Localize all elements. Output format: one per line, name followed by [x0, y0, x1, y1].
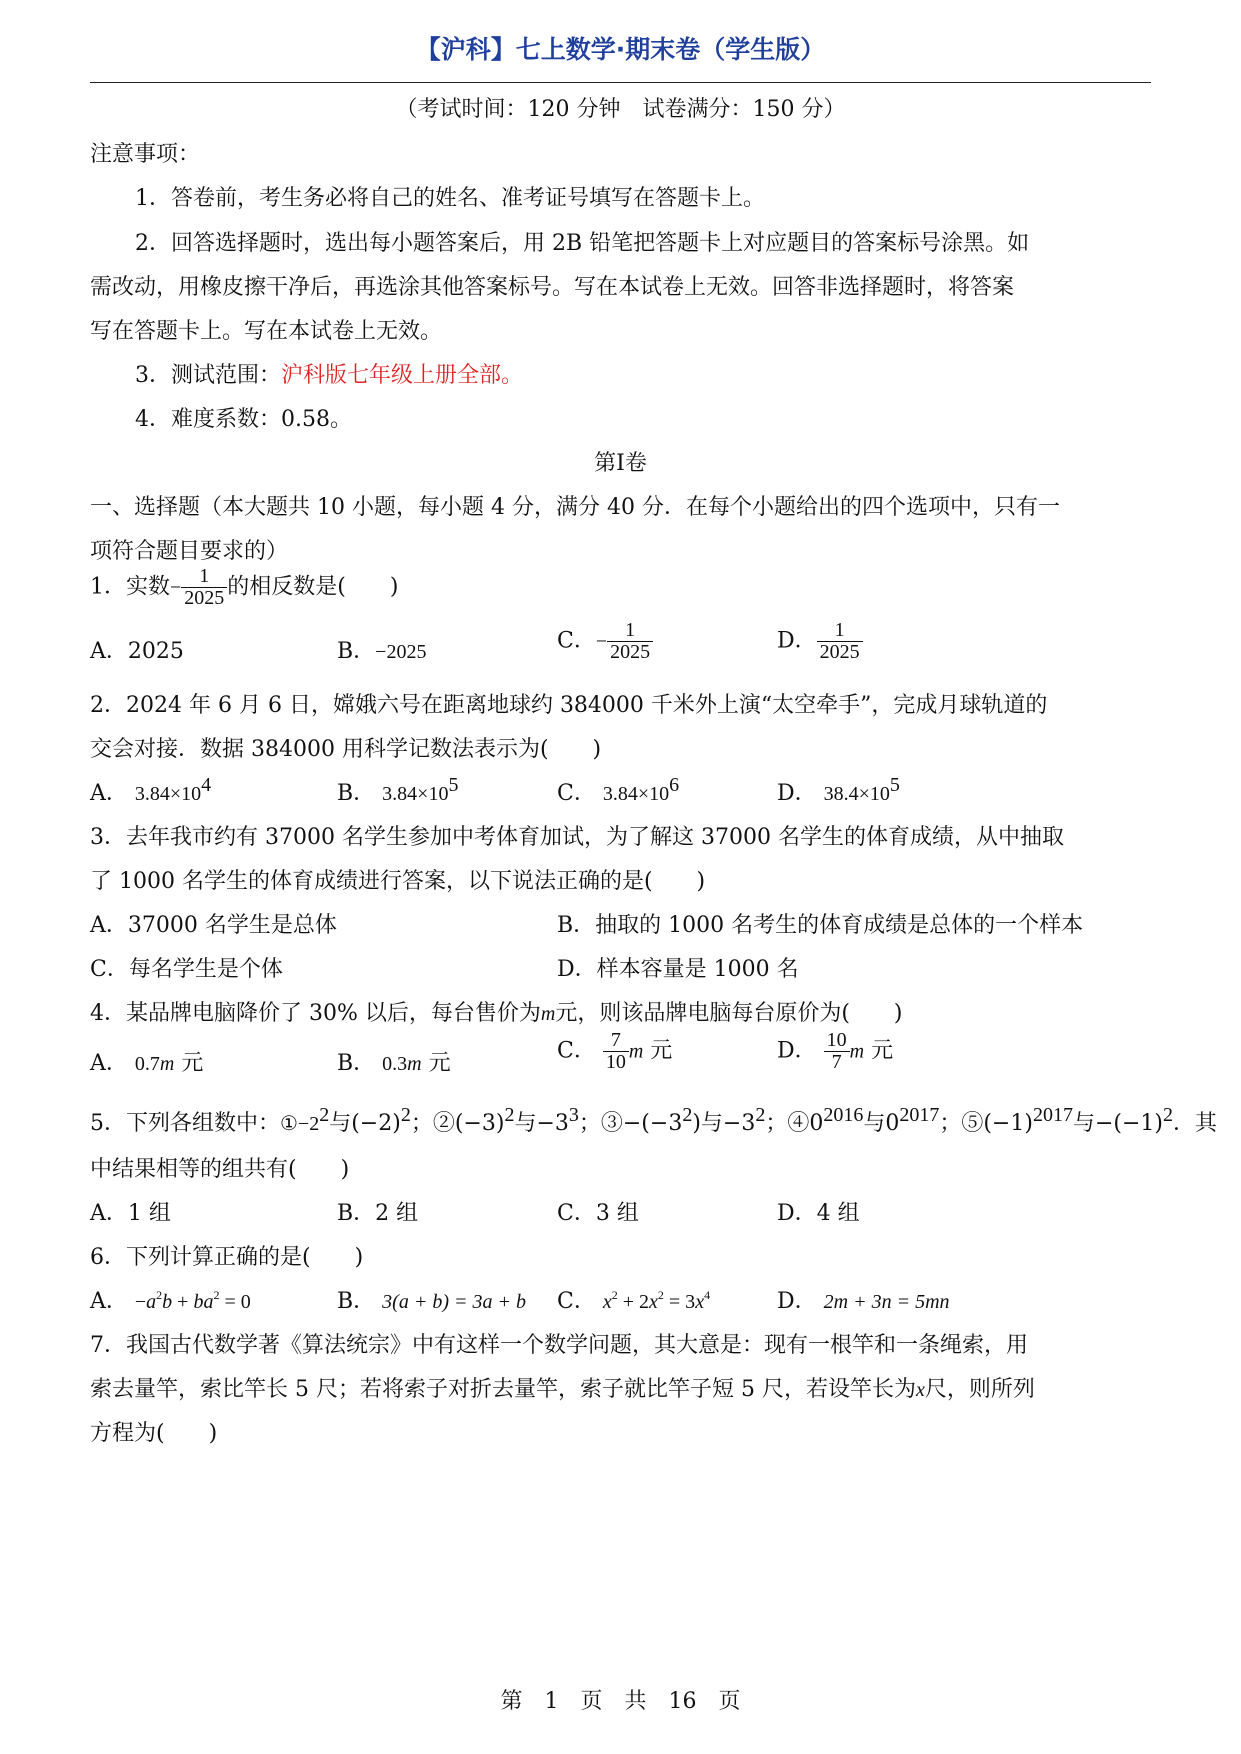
question-5-option-d: D．4 组 — [777, 1201, 860, 1226]
question-3-option-a: A．37000 名学生是总体 — [90, 913, 337, 938]
notice-title: 注意事项： — [90, 142, 201, 167]
question-6-option-a: A． $-a^2b + ba^2 = 0$ — [90, 1288, 251, 1314]
question-1-stem: 1．实数− $\frac{1}{2025}$ 的相反数是( ) — [90, 565, 399, 609]
header-divider — [90, 82, 1151, 83]
question-4-option-d: D． $\frac{10}{7}$ m 元 — [777, 1029, 894, 1073]
document-header-title: 【沪科】七上数学·期末卷（学生版） — [415, 35, 826, 64]
question-5-line-2: 中结果相等的组共有( ) — [90, 1157, 350, 1182]
exam-info: （考试时间：120 分钟 试卷满分：150 分） — [395, 97, 846, 122]
volume-title: 第Ⅰ卷 — [594, 451, 647, 476]
question-6-option-b: B． 3(a + b) = 3a + b — [337, 1289, 526, 1314]
notice-item-2-line-3: 写在答题卡上。写在本试卷上无效。 — [90, 319, 443, 344]
question-3-option-b: B．抽取的 1000 名考生的体育成绩是总体的一个样本 — [557, 913, 1084, 938]
question-4-option-b: B． 0.3m 元 — [337, 1051, 451, 1076]
question-6-stem: 6．下列计算正确的是( ) — [90, 1245, 364, 1270]
notice-item-3-label: 3．测试范围： — [135, 363, 281, 388]
question-2-option-b: B． $3.84\times 10^5$ — [337, 774, 459, 806]
question-6-option-d: D． 2m + 3n = 5mn — [777, 1289, 950, 1314]
question-1-option-a: A．2025 — [90, 639, 184, 664]
question-7-line-1: 7．我国古代数学著《算法统宗》中有这样一个数学问题，其大意是：现有一根竿和一条绳索，用 — [90, 1333, 1029, 1358]
question-5-line-1: 5．下列各组数中：$①-2^2$与$(-2)^2$；$②(-3)^2$与$-3^3$；$③-(-3^2)$与$-3^2$；$④0^{2016}$与$0^{2017}$；$⑤(-1)^{2017}$与$-(-1)^2$．其 — [90, 1104, 1217, 1136]
question-2-option-d: D． $38.4\times 10^5$ — [777, 774, 900, 806]
test-scope: 沪科版七年级上册全部。 — [281, 363, 524, 388]
question-1-option-c: C．− $\frac{1}{2025}$ — [557, 620, 653, 663]
question-6-option-c: C． $x^2 + 2x^2 = 3x^4$ — [557, 1288, 711, 1314]
question-2-option-a: A． $3.84\times 10^4$ — [90, 774, 212, 806]
question-1-option-d: D． $\frac{1}{2025}$ — [777, 620, 863, 663]
question-2-line-1: 2．2024 年 6 月 6 日，嫦娥六号在距离地球约 384000 千米外上演“太空牵手”，完成月球轨道的 — [90, 693, 1048, 718]
question-3-line-1: 3．去年我市约有 37000 名学生参加中考体育加试，为了解这 37000 名学生的体育成绩，从中抽取 — [90, 825, 1064, 850]
question-4-option-c: C． $\frac{7}{10}$ m 元 — [557, 1029, 673, 1073]
page-footer: 第 1 页 共 16 页 — [500, 1689, 741, 1714]
question-5-option-c: C．3 组 — [557, 1201, 639, 1226]
notice-item-2-line-1: 2．回答选择题时，选出每小题答案后，用 2B 铅笔把答题卡上对应题目的答案标号涂黑。如 — [135, 231, 1030, 256]
question-7-line-3: 方程为( ) — [90, 1421, 218, 1446]
question-3-option-c: C．每名学生是个体 — [90, 957, 283, 982]
section-1-heading-line-2: 项符合题目要求的） — [90, 539, 289, 564]
question-1-prefix: 1．实数 — [90, 574, 170, 600]
notice-item-1: 1．答卷前，考生务必将自己的姓名、准考证号填写在答题卡上。 — [135, 186, 765, 211]
question-1-suffix: 的相反数是( ) — [227, 574, 399, 600]
question-2-option-c: C． $3.84\times 10^6$ — [557, 774, 680, 806]
question-3-line-2: 了 1000 名学生的体育成绩进行答案，以下说法正确的是( ) — [90, 869, 706, 894]
question-4-option-a: A． 0.7m 元 — [90, 1051, 204, 1076]
notice-item-4: 4．难度系数：0.58。 — [135, 407, 352, 432]
question-5-option-b: B．2 组 — [337, 1201, 419, 1226]
section-1-heading-line-1: 一、选择题（本大题共 10 小题，每小题 4 分，满分 40 分．在每个小题给出的四个选项中，只有一 — [90, 495, 1060, 520]
question-7-line-2: 索去量竿，索比竿长 5 尺；若将索子对折去量竿，索子就比竿子短 5 尺，若设竿长为x尺，则所列 — [90, 1377, 1035, 1402]
question-5-option-a: A．1 组 — [90, 1201, 171, 1226]
question-2-line-2: 交会对接．数据 384000 用科学记数法表示为( ) — [90, 737, 602, 762]
notice-item-2-line-2: 需改动，用橡皮擦干净后，再选涂其他答案标号。写在本试卷上无效。回答非选择题时，将答案 — [90, 275, 1015, 300]
question-4-stem: 4．某品牌电脑降价了 30% 以后，每台售价为m元，则该品牌电脑每台原价为( ) — [90, 1001, 903, 1026]
question-3-option-d: D．样本容量是 1000 名 — [557, 957, 799, 982]
notice-item-3 — [135, 358, 523, 389]
question-1-option-b: B．−2025 — [337, 639, 427, 664]
question-1-fraction: $\frac{1}{2025}$ — [181, 566, 227, 609]
